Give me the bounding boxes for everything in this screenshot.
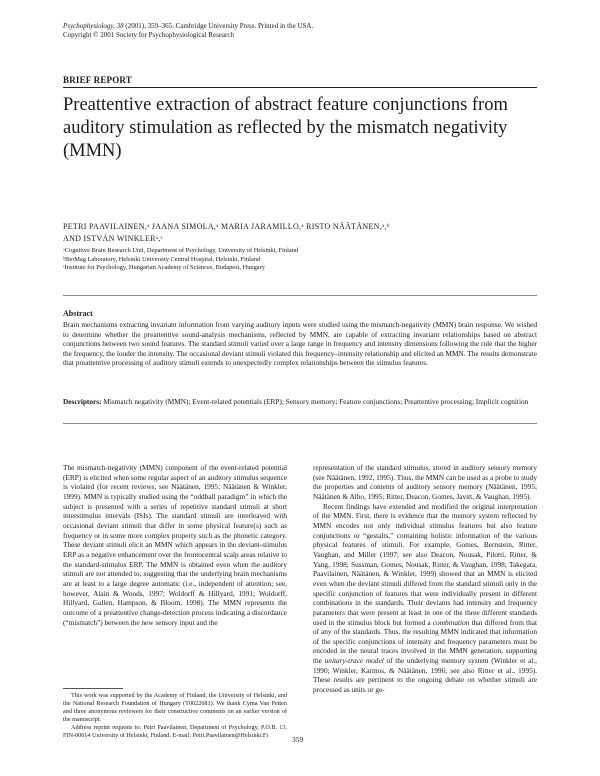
journal-citation xyxy=(63,22,483,40)
body-paragraph xyxy=(313,502,537,695)
body-text: Recent findings have extended and modified the original interpretation of the MMN. First, there is evidence that the memory system reflected by MMN encodes not only individual stimulus features but also feature conjunctions or “gestalts,” containing holistic information of the various physical features of stimuli. For example, Gomes, Bernstein, Ritter, Vaughan, and Miller (1997; see also Deacon, Nousak, Pilotti, Ritter, & Yang, 1998; Sussman, Gomes, Nousak, Ritter, & Vaughan, 1998; Takegata, Paavilainen, Näätänen, & Winkler, 1999) showed that an MMN is elicited even when the deviant stimuli differed from the standard stimuli only in the specific conjunction of features that were individually present in different combinations in the standards. Their deviants had intensity and frequency parameters that were present at least in one of the three different standards used in the stimulus block but formed a xyxy=(313,501,537,627)
abstract-text: Brain mechanisms extracting invariant information from varying auditory inputs were studied using the mismatch-negativity (MMN) brain response. We wished to determine whether the preattentive sound-analysis mechanisms, reflected by MMN, are capable of extracting invariant relationships based on abstract conjunctions between two sound features. The standard stimuli varied over a large range in frequency and intensity dimensions following the rule that the higher the frequency, the louder the intensity. The occasional deviant stimuli violated this frequency–intensity relationship and elicited an MMN. The results demonstrate that preattentive processing of auditory stimuli extends to unexpectedly complex relationships between the stimulus features. xyxy=(63,320,537,367)
abstract-heading: Abstract xyxy=(63,309,93,318)
body-paragraph: The mismatch-negativity (MMN) component of the event-related potential (ERP) is elicited when some regular aspect of an auditory stimulus sequence is violated (for recent reviews, see Näätänen, 1995; Näätänen & Winkler, 1999). MMN is typically studied using the “oddball paradigm” in which the subject is presented with a series of repetitive standard stimuli at short interstimulus intervals (ISIs). The standard stimuli are interleaved with occasional deviant stimuli that differ in some physical feature(s) such as frequency or in some more complex property such as the phonetic category. These deviant stimuli elicit an MMN which appears in the deviant-stimulus ERP as a negative enhancement over the frontocentral scalp areas relative to the standard-stimulus ERP. The MMN is obtained even when the auditory stimuli are not attended to, suggesting that the underlying brain mechanisms are at least to a large degree automatic (i.e., independent of attention; see, however, Alain & Woods, 1997; Woldorff & Hillyard, 1991; Woldorff, Hillyard, Gallen, Hampson, & Bloom, 1998). The MMN represents the outcome of a preattentive change-detection process indicating a discordance (“mismatch”) between the new sensory input and the xyxy=(63,463,287,627)
body-column-right xyxy=(313,463,537,695)
authors-line-2: AND ISTVÁN WINKLERᵃ,ᶜ xyxy=(63,234,163,243)
footnote-reprint: Address reprint requests to: Petri Paavilainen, Department of Psychology, P.O.B. 13, FIN-00014 University of Helsinki, Finland. E-mail: Petri.Paavilainen@Helsinki.Fi xyxy=(63,724,287,739)
affiliation-b: ᵇBioMag Laboratory, Helsinki University Central Hospital, Helsinki, Finland xyxy=(63,255,261,263)
journal-volume: 38 xyxy=(116,22,124,30)
descriptors-label: Descriptors: xyxy=(63,397,102,406)
page-number: 359 xyxy=(292,735,304,744)
affiliations xyxy=(63,247,537,273)
body-paragraph: representation of the standard stimulus, stored in auditory sensory memory (see Näätänen, 1992, 1995). Thus, the MMN can be used as a probe to study the properties and contents of auditory sensory memory (Näätänen, 1995; Näätänen & Alho, 1995; Ritter, Deacon, Gomes, Javitt, & Vaughan, 1995). xyxy=(313,463,537,501)
footnote-funding: This work was supported by the Academy of Finland, the University of Helsinki, and the National Research Foundation of Hungary (T0022681). We thank Cyma Van Petten and three anonymous reviewers for their constructive comments on an earlier version of the manuscript. xyxy=(63,692,287,723)
descriptors-text: Mismatch negativity (MMN); Event-related potentials (ERP); Sensory memory; Feature conjunctions; Preattentive processing; Implicit cognition xyxy=(103,397,529,406)
descriptors xyxy=(63,397,537,407)
journal-name: Psychophysiology, xyxy=(63,22,115,30)
affiliation-c: ᶜInstitute for Psychology, Hungarian Academy of Sciences, Budapest, Hungary xyxy=(63,264,265,271)
paper-title: Preattentive extraction of abstract feature conjunctions from auditory stimulation as reflected by the mismatch negativity (MMN) xyxy=(63,95,508,161)
abstract-bottom-rule xyxy=(63,423,537,424)
abstract-top-rule xyxy=(63,295,537,296)
journal-details: (2001), 359–365. Cambridge University Press. Printed in the USA. xyxy=(125,22,314,30)
section-label: BRIEF REPORT xyxy=(63,75,133,85)
header-rule xyxy=(63,87,537,88)
footnote-rule xyxy=(63,688,123,689)
author-list xyxy=(63,221,537,245)
emphasis-combination: combination xyxy=(432,617,470,627)
footnotes xyxy=(63,692,287,740)
emphasis-unitary-trace: unitary-trace model xyxy=(324,656,384,666)
body-text: of the underlying memory system (Winkler et al., 1990; Winkler, Karmos, & Näätänen, 1996; see also Ritter et al., 1995). These results are pertinent to the ongoing debate on whether stimuli are processed as units or ge- xyxy=(313,656,537,695)
copyright-line: Copyright © 2001 Society for Psychophysiological Research xyxy=(63,31,234,39)
authors-line-1: PETRI PAAVILAINEN,ᵃ JAANA SIMOLA,ᵃ MARIA JARAMILLO,ᵃ RISTO NÄÄTÄNEN,ᵃ,ᵇ xyxy=(63,222,390,231)
affiliation-a: ᵃCognitive Brain Research Unit, Department of Psychology, University of Helsinki, Finland xyxy=(63,247,299,254)
body-text: that differed from that of any of the standards. Thus, the resulting MMN indicated that information of the specific conjunctions of intensity and frequency parameters must be encoded in the neural traces involved in the MMN generation, supporting the xyxy=(313,617,538,666)
body-column-left xyxy=(63,463,287,627)
